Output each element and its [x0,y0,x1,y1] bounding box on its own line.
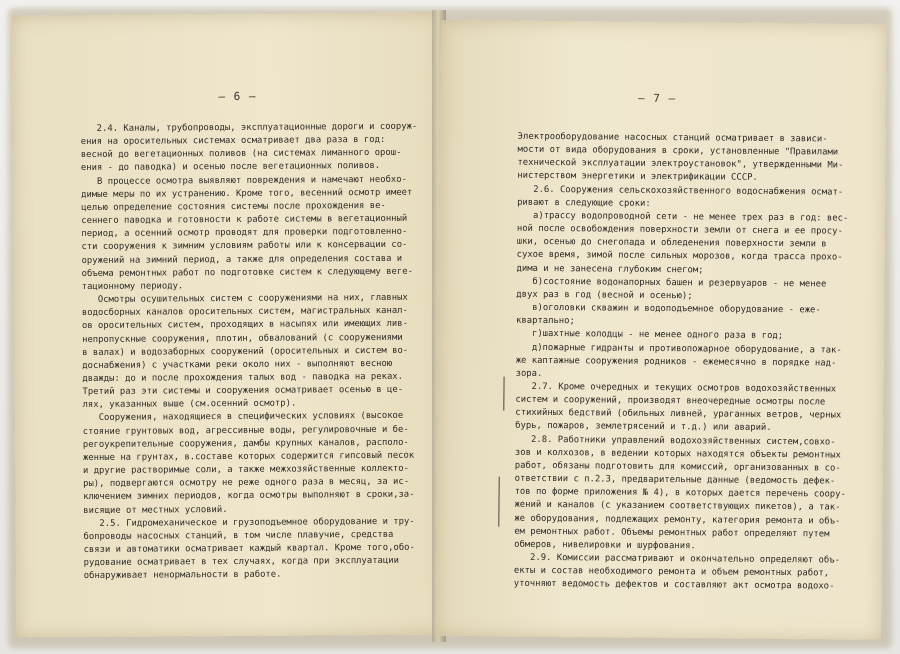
text-line: б)состояние водонапорных башен и резервуаров - не менее [516,276,827,290]
text-line: ривают в следующие сроки: [517,197,651,209]
margin-pen-mark [498,477,499,527]
text-line: ем ремонтных работ. Объемы ремонтных работ определяют путем [514,526,830,540]
text-line: 2.7. Кроме очередных и текущих осмотров водохозяйственных [515,381,837,395]
text-line: регоукрепительные сооружения, дамбы крупных каналов, располо- [82,437,409,450]
text-line: рудование осматривает в тех случаях, когда при эксплуатации [83,555,399,569]
text-line: двух раз в год (весной и осенью); [516,289,693,302]
text-line: Сооружения, находящиеся в специфических условиях (высокое [82,411,404,424]
text-line: ения на оросительных системах осматривает два раза в год: [80,135,386,148]
left-page-text [81,121,421,584]
right-page-text [514,131,849,594]
text-line: дима и не занесена глубоким снегом; [516,263,704,275]
text-line: в валах) и водозаборных сооружений (оросительных и систем во- [82,345,409,358]
text-line: В процессе осмотра выявляют повреждения и намечают необхо- [80,174,407,187]
text-line: водосборных каналов оросительных систем, магистральных канал- [81,305,408,319]
text-line: ответствии с п.2.3, предварительные данные (ведомость дефек- [514,473,836,487]
text-line: дважды: до и после прохождения талых вод - паводка на реках. [82,371,403,384]
text-line: 2.6. Сооружения сельскохозяйственного водоснабжения осмат- [517,184,844,198]
text-line: нистерством энергетики и электрификации СССР. [517,171,758,184]
text-line: а)трассу водопроводной сети - не менее трех раз в год: вес- [516,210,849,224]
text-line: димые меры по их устранению. Кроме того, весенний осмотр имеет [81,187,413,200]
text-line: ключением зимних периодов, когда осмотры выполняют в сроки,за- [83,490,415,503]
left-page [12,13,446,638]
text-line: объема ремонтных работ по подготовке систем к следующему веге- [81,266,413,279]
text-line: мости от вида оборудования в сроки, установленные "Правилами [517,144,839,158]
text-line: в)оголовки скважин и водоподъемное оборудование - еже- [516,302,821,316]
text-line: ной после освобождения поверхности земли от снега и ее просу- [516,223,843,237]
text-line: же оборудования, подлежащих ремонту, категория ремонта и объ- [514,513,841,527]
text-line: д)пожарные гидранты и противопожарное оборудование, а так- [515,342,842,356]
text-line: стояние грунтовых вод, агрессивные воды, регулировочные и бе- [82,424,409,437]
text-line: лях, указанных выше (см.осенний осмотр). [82,398,297,411]
text-line: доснабжения) с участками реки около них - выполняют весною [82,358,393,371]
text-line: бопроводы насосных станций, в том числе плавучие, средства [83,529,394,542]
text-line: оружений на зимний период, а также для определения состава и [81,253,403,266]
text-line: тов по форме приложения № 4), в которых дается перечень соору- [514,486,846,500]
margin-pen-mark [503,377,504,411]
text-line: Электрооборудование насосных станций осматривает в зависи- [517,131,828,145]
text-line: стихийных бедствий (обильных ливней, ураганных ветров, черных [515,408,842,421]
text-line: Третий раз эти системы и сооружения осматривает осенью в це- [82,384,404,398]
text-line: работ, обязаны подготовить для комиссий, организованных в со- [514,460,841,474]
text-line: 2.9. Комиссии рассматривают и окончательно определяют объ- [513,552,840,566]
text-line: и другие растворимые соли, а также межхозяйственные коллекто- [82,463,409,477]
text-line: уточняют ведомость дефектов и составляют акт осмотра водохо- [513,579,835,592]
text-line: весной до вегетационных поливов (на системах лиманного орош- [80,148,402,161]
text-line: сухое время, зимой после сильных морозов, когда трасса прохо- [516,250,843,263]
text-line: квартально; [516,315,575,327]
text-line: ения - до паводка) и осенью после вегетационных поливов. [80,161,381,174]
text-line: обнаруживает ненормальности в работе. [83,569,282,582]
text-line: ов оросительных систем, проходящих в насыпях или имеющих лив- [81,319,408,332]
text-line: шки, осенью до снегопада и обледенения поверхности земли в [516,236,827,250]
text-line: 2.4. Каналы, трубопроводы, эксплуатационные дороги и сооруж- [80,121,418,135]
text-line: сти сооружения к зимним условиям работы или к консервации со- [81,240,408,253]
text-line: женные на грунтах, в.составе которых содержится гипсовый песок [82,450,415,463]
text-line: же каптажные сооружения родников - ежемесячно в порядке над- [515,355,837,369]
text-line: 2.8. Работники управлений водохозяйственных систем,совхо- [514,434,836,448]
right-page [435,20,886,640]
text-line: период, а осенний осмотр проводят для проверки подготовленно- [81,227,408,240]
text-line: жений и каналов (с указанием соответствующих пикетов), а так- [514,500,841,513]
text-line: екты и состав необходимого ремонта и объем ремонтных работ, [513,565,830,579]
text-line: зора. [515,368,543,379]
text-line: тационному периоду. [81,281,184,292]
text-line: ры), подвергаются осмотру не реже одного раза в месяц, за ис- [83,476,410,490]
text-line: технической эксплуатации электроустановок", утвержденными Ми- [517,158,844,171]
text-line: обмеров, нивелировки и шурфования. [514,539,696,552]
text-line: г)шахтные колодцы - не менее одного раза в год; [515,329,784,342]
text-line: 2.5. Гидромеханическое и грузоподъемное оборудование и тру- [83,516,415,529]
text-line: непропускные сооружения, плотин, обвалований (с сооружениями [82,332,403,345]
text-line: сеннего паводка и готовности к работе системы в вегетационный [81,213,408,227]
text-line: Осмотры осушительных систем с сооружениями на них, главных [81,292,408,306]
text-line: зов и колхозов, в ведении которых находятся объекты ремонтных [514,447,841,461]
right-page-number: — 7 — [637,91,677,106]
text-line: систем и сооружений, производят внеочередные осмотры после [515,394,826,408]
left-page-number: — 6 — [218,89,257,104]
text-line: связи и автоматики осматривает каждый квартал. Кроме того,обо- [83,542,415,556]
text-line: целью определение состояния системы после прохождения ве- [81,200,386,213]
text-line: висящие от местных условий. [83,504,228,516]
text-line: бурь, пожаров, землетрясений и т.д.) или аварий. [515,421,772,434]
